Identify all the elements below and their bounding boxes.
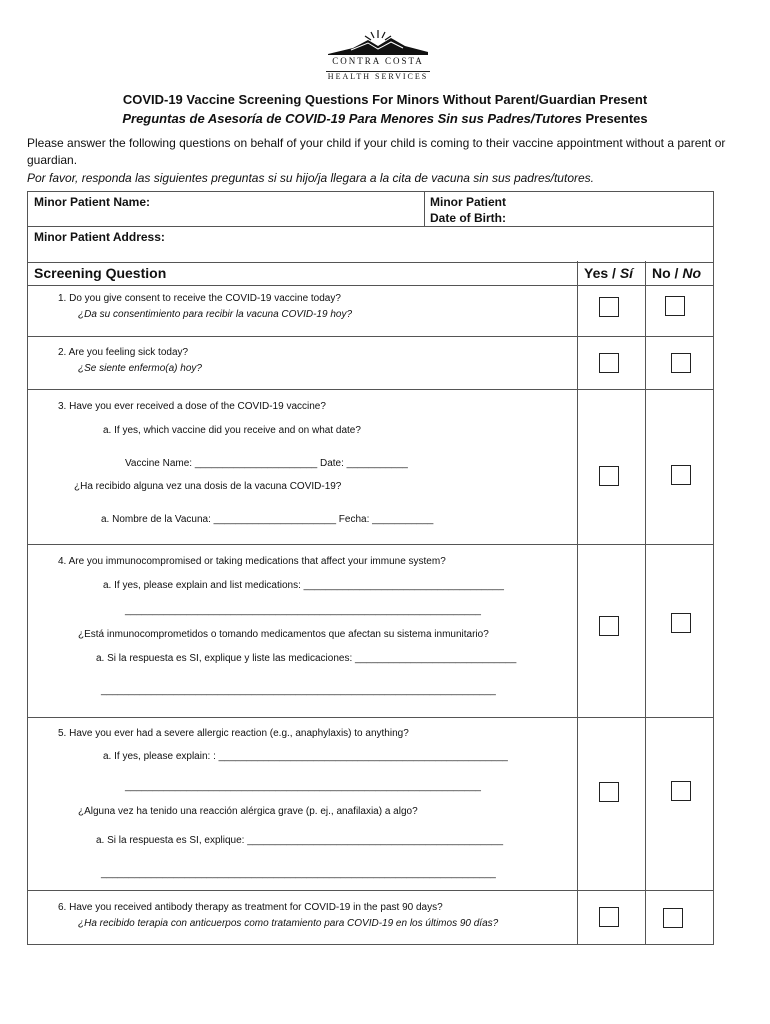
question-5-en: 5. Have you ever had a severe allergic reaction (e.g., anaphylaxis) to anything?	[58, 728, 409, 739]
patient-address-label[interactable]: Minor Patient Address:	[34, 230, 165, 244]
header-screening-question: Screening Question	[34, 265, 167, 281]
question-3-es: ¿Ha recibido alguna vez una dosis de la vacuna COVID-19?	[74, 481, 342, 492]
question-5a-en-field[interactable]: a. If yes, please explain: : ____________________________________________________	[103, 751, 508, 762]
question-3-vaccine-name-field[interactable]: Vaccine Name: ______________________ Date: ___________	[125, 458, 408, 469]
patient-dob-label-2: Date of Birth:	[430, 211, 506, 225]
question-6-no-checkbox[interactable]	[663, 908, 683, 928]
patient-info-table	[27, 191, 714, 263]
question-3-no-checkbox[interactable]	[671, 465, 691, 485]
question-2-yes-checkbox[interactable]	[599, 353, 619, 373]
mountain-logo-icon	[323, 28, 433, 56]
header-no	[652, 265, 701, 290]
patient-dob-label-1[interactable]: Minor Patient	[430, 195, 507, 209]
page-subtitle-spanish: Preguntas de Asesoría de COVID-19 Para Menores Sin sus Padres/Tutores	[122, 111, 582, 126]
header-yes	[584, 265, 633, 290]
question-5a-es-line2[interactable]: _______________________________________________________________________	[101, 868, 496, 879]
header-yes-es: Sí	[619, 265, 634, 281]
intro-spanish: Por favor, responda las siguientes preguntas si su hijo/ja llegara a la cita de vacuna sin sus padres/tutores.	[27, 171, 594, 185]
patient-name-label[interactable]: Minor Patient Name:	[34, 195, 151, 209]
question-4a-es-line2[interactable]: _______________________________________________________________________	[101, 685, 496, 696]
question-4-en: 4. Are you immunocompromised or taking medications that affect your immune system?	[58, 556, 446, 567]
question-5-no-checkbox[interactable]	[671, 781, 691, 801]
question-5-yes-checkbox[interactable]	[599, 782, 619, 802]
question-6-yes-checkbox[interactable]	[599, 907, 619, 927]
question-3-yes-checkbox[interactable]	[599, 466, 619, 486]
intro-english: Please answer the following questions on behalf of your child if your child is coming to their vaccine appointment without a parent or guardian.	[27, 136, 726, 167]
question-4a-es-field[interactable]: a. Si la respuesta es SI, explique y liste las medicaciones: _____________________________	[96, 653, 517, 664]
question-6-en: 6. Have you received antibody therapy as treatment for COVID-19 in the past 90 days?	[58, 902, 443, 913]
question-4-no-checkbox[interactable]	[671, 613, 691, 633]
screening-questions-table	[27, 261, 714, 945]
question-2-es: ¿Se siente enfermo(a) hoy?	[78, 363, 202, 374]
question-2-no-checkbox[interactable]	[671, 353, 691, 373]
question-3-en: 3. Have you ever received a dose of the COVID-19 vaccine?	[58, 401, 326, 412]
header-yes-en: Yes /	[584, 265, 620, 281]
question-3a-es-field[interactable]: a. Nombre de la Vacuna: ______________________ Fecha: ___________	[101, 514, 434, 525]
question-1-es: ¿Da su consentimiento para recibir la vacuna COVID-19 hoy?	[78, 309, 353, 320]
question-1	[58, 291, 352, 323]
question-2-en: 2. Are you feeling sick today?	[58, 347, 189, 358]
question-1-en: 1. Do you give consent to receive the COVID-19 vaccine today?	[58, 293, 341, 304]
question-4a-en-line2[interactable]: ________________________________________________________________	[125, 605, 481, 616]
logo-line-1: CONTRA COSTA	[332, 56, 424, 66]
header-no-en: No /	[652, 265, 683, 281]
page-subtitle-end: Presentes	[585, 111, 648, 126]
page-title: COVID-19 Vaccine Screening Questions For Minors Without Parent/Guardian Present	[122, 92, 648, 107]
question-1-no-checkbox[interactable]	[665, 296, 685, 316]
question-3a-en: a. If yes, which vaccine did you receive and on what date?	[103, 425, 361, 436]
question-5a-en-line2[interactable]: ________________________________________________________________	[125, 781, 481, 792]
question-6	[58, 900, 498, 932]
question-6-es: ¿Ha recibido terapia con anticuerpos como tratamiento para COVID-19 en los últimos 90 días?	[78, 918, 499, 929]
contra-costa-logo	[318, 28, 438, 80]
header-no-es: No	[682, 265, 702, 281]
question-4-es: ¿Está inmunocomprometidos o tomando medicamentos que afectan su sistema inmunitario?	[78, 629, 489, 640]
logo-line-2: HEALTH SERVICES	[327, 72, 429, 81]
question-1-yes-checkbox[interactable]	[599, 297, 619, 317]
question-5a-es-field[interactable]: a. Si la respuesta es SI, explique: ______________________________________________	[96, 835, 504, 846]
question-2	[58, 345, 202, 377]
question-5-es: ¿Alguna vez ha tenido una reacción alérgica grave (p. ej., anafilaxia) a algo?	[78, 806, 418, 817]
page-subtitle	[0, 111, 770, 126]
question-4-yes-checkbox[interactable]	[599, 616, 619, 636]
question-4a-en-field[interactable]: a. If yes, please explain and list medications: ____________________________________	[103, 580, 504, 591]
